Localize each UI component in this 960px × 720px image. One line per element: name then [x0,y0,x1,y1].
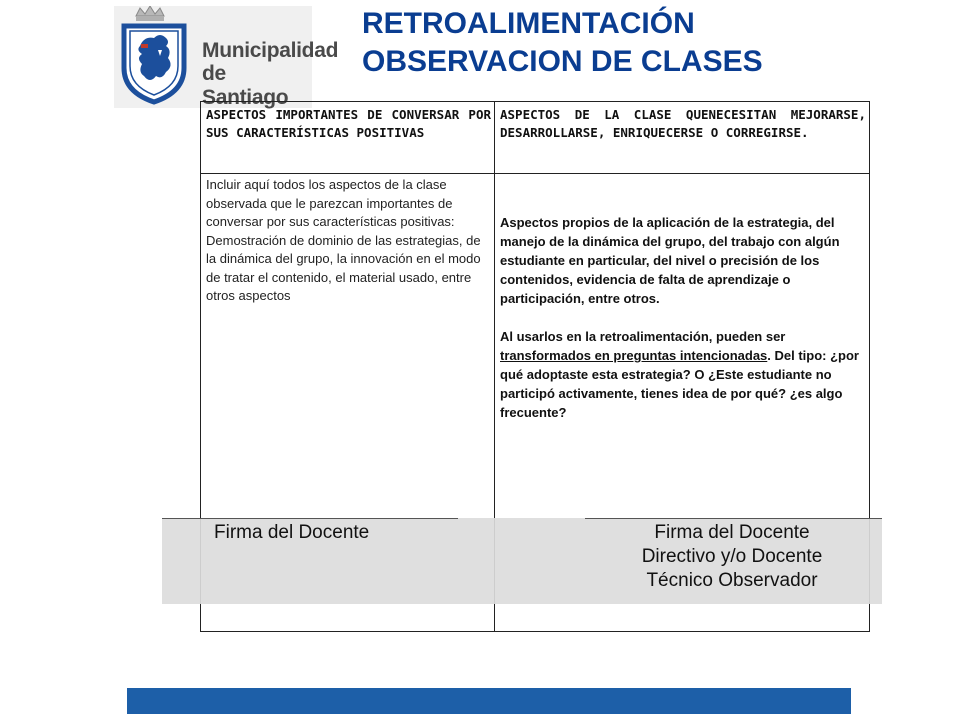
footer-bar [127,688,851,714]
signature-line-right [585,518,882,519]
positive-aspects-text: Incluir aquí todos los aspectos de la clase observada que le parezcan importantes de conversar por sus características positivas: Demostración de dominio de las estrategias, de la dinámica del grupo, la innovación en el modo de tratar el contenido, el material usado, entre otros aspectos [206,177,481,303]
improvement-paragraph-2-end: . Del tipo: ¿por qué adoptaste esta estrategia? O ¿Este estudiante no participó activamente, tienes idea de por qué? ¿es algo frecuente? [500,348,859,420]
improvement-paragraph-1: Aspectos propios de la aplicación de la estrategia, del manejo de la dinámica del grupo, del trabajo con algún estudiante en particular, del nivel o precisión de los contenidos, evidencia de falta de aprendizaje o participación, entre otros. [500,215,840,306]
signature-line-left [162,518,458,519]
coat-of-arms-icon [114,6,204,108]
municipalidad-logo [114,6,339,109]
signature-observer-line2: Directivo y/o Docente [641,546,823,567]
logo-text-line2: de Santiago [202,62,289,109]
improvement-paragraph-2 [500,327,866,422]
improvement-paragraph-2-start: Al usarlos en la retroalimentación, pueden ser [500,329,786,344]
improvement-paragraph-2-underlined: transformados en preguntas intencionadas [500,348,768,363]
logo-text-line1: Municipalidad [202,39,339,62]
table-row-divider [201,173,869,174]
page-subtitle: OBSERVACION DE CLASES [362,45,763,78]
page-title: RETROALIMENTACIÓN [362,7,695,40]
improvement-aspects-text [500,213,866,422]
signature-teacher: Firma del Docente [214,522,370,543]
signature-observer-line3: Técnico Observador [646,570,818,591]
signature-observer-line1: Firma del Docente [654,522,810,543]
table-header-positive-aspects: ASPECTOS IMPORTANTES DE CONVERSAR POR SUS CARACTERÍSTICAS POSITIVAS [206,107,491,140]
signature-observer [582,521,882,593]
table-header-improvement-aspects: ASPECTOS DE LA CLASE QUENECESITAN MEJORARSE, DESARROLLARSE, ENRIQUECERSE O CORREGIRSE. [500,107,866,140]
